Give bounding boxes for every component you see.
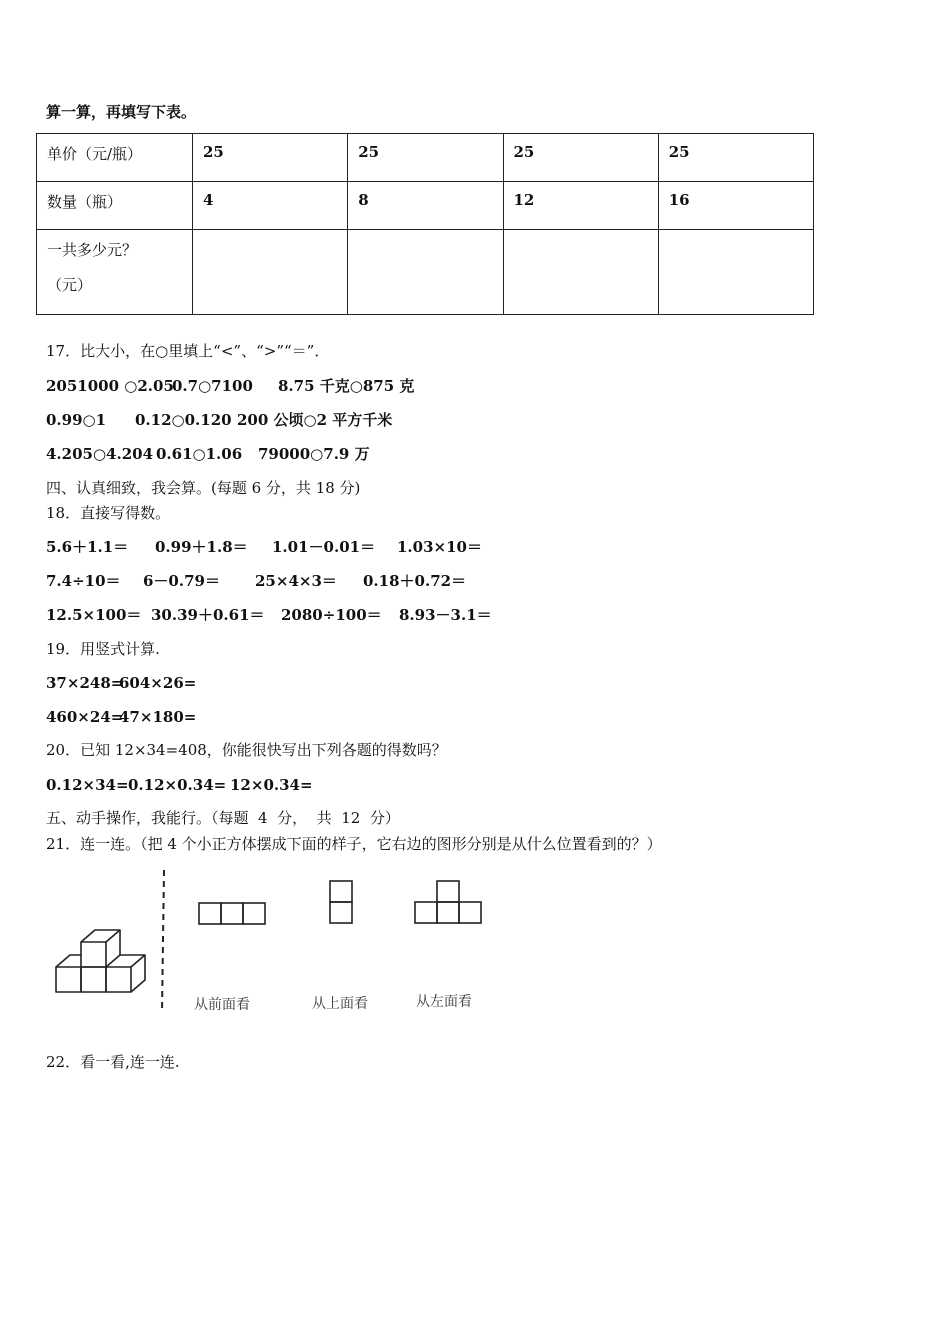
calc-item: 47×180=	[119, 708, 197, 726]
row-label-line1: 一共多少元？	[47, 241, 138, 259]
answer-cell	[193, 230, 348, 315]
calc-item: 12×0.34=	[230, 776, 313, 794]
compare-item: 79000○7.9 万	[258, 445, 370, 463]
calc-item: 7.4÷10＝	[46, 572, 121, 590]
q22-title: 22．看一看,连一连.	[46, 1053, 180, 1071]
divider-dashed-line	[162, 870, 164, 1012]
table-cell: 25	[348, 134, 503, 182]
caption-left-view: 从左面看	[416, 994, 472, 1010]
cube-stack-drawing	[56, 930, 145, 992]
calc-item: 460×24=	[46, 708, 124, 726]
q20-line	[46, 775, 313, 795]
compare-item: 4.205○4.204	[46, 445, 154, 463]
row-label-line2: （元）	[47, 276, 93, 294]
calc-item: 8.93－3.1＝	[399, 606, 492, 624]
table-cell: 12	[503, 182, 658, 230]
calc-item: 6－0.79＝	[143, 572, 220, 590]
front-view-drawing	[199, 903, 265, 924]
q19-line	[46, 673, 197, 693]
answer-cell	[348, 230, 503, 315]
calc-item: 0.18＋0.72＝	[363, 572, 467, 590]
row-label	[37, 230, 193, 315]
compare-item: 0.7○7100	[172, 377, 253, 395]
answer-cell	[503, 230, 658, 315]
table-cell: 25	[193, 134, 348, 182]
cube-views-figure	[46, 862, 506, 1022]
intro-text: 算一算，再填写下表。	[46, 103, 197, 121]
section-4-heading: 四、认真细致，我会算。(每题 6 分，共 18 分)	[46, 479, 361, 497]
compare-item: 0.12○0.120	[135, 411, 232, 429]
table-cell: 4	[193, 182, 348, 230]
q17-line	[46, 376, 415, 396]
left-view-drawing	[415, 881, 481, 923]
q17-line	[46, 410, 393, 430]
compare-item: 200 公顷○2 平方千米	[237, 411, 393, 429]
table-cell: 8	[348, 182, 503, 230]
calc-item: 12.5×100＝	[46, 606, 142, 624]
q19-line	[46, 707, 197, 727]
table-row	[37, 230, 814, 315]
calc-item: 1.01－0.01＝	[272, 538, 376, 556]
table-row	[37, 134, 814, 182]
calc-item: 0.12×0.34=	[128, 776, 227, 794]
calc-item: 37×248=	[46, 674, 124, 692]
calc-item: 5.6＋1.1＝	[46, 538, 129, 556]
row-label: 单价（元/瓶）	[37, 134, 193, 182]
table-row	[37, 182, 814, 230]
q17-title: 17．比大小，在○里填上“<”、“>”“＝”．	[46, 342, 330, 360]
top-view-drawing	[330, 881, 352, 923]
q18-line	[46, 571, 467, 591]
compare-item: 0.99○1	[46, 411, 107, 429]
q18-title: 18．直接写得数。	[46, 504, 171, 522]
table-cell: 25	[658, 134, 813, 182]
q21-title: 21．连一连。（把 4 个小正方体摆成下面的样子，它右边的图形分别是从什么位置看到的？）	[46, 835, 662, 853]
calc-item: 1.03×10＝	[397, 538, 482, 556]
caption-front-view: 从前面看	[194, 997, 250, 1013]
compare-item: 2051000 ○2.05	[46, 377, 174, 395]
calc-item: 2080÷100＝	[281, 606, 382, 624]
caption-top-view: 从上面看	[312, 996, 368, 1012]
answer-cell	[658, 230, 813, 315]
calc-item: 0.99＋1.8＝	[155, 538, 248, 556]
table-cell: 16	[658, 182, 813, 230]
q20-title: 20．已知 12×34=408，你能很快写出下列各题的得数吗？	[46, 741, 447, 759]
q17-line	[46, 444, 370, 464]
section-5-heading: 五、动手操作，我能行。（每题 4 分， 共 12 分）	[46, 809, 400, 827]
calc-item: 25×4×3＝	[255, 572, 337, 590]
q18-line	[46, 537, 482, 557]
row-label: 数量（瓶）	[37, 182, 193, 230]
q19-title: 19．用竖式计算.	[46, 640, 160, 658]
table-cell: 25	[503, 134, 658, 182]
compare-item: 0.61○1.06	[156, 445, 243, 463]
calc-item: 604×26=	[119, 674, 197, 692]
compare-item: 8.75 千克○875 克	[278, 377, 415, 395]
price-table	[36, 133, 814, 315]
q18-line	[46, 605, 492, 625]
calc-item: 0.12×34=	[46, 776, 129, 794]
calc-item: 30.39＋0.61＝	[151, 606, 265, 624]
